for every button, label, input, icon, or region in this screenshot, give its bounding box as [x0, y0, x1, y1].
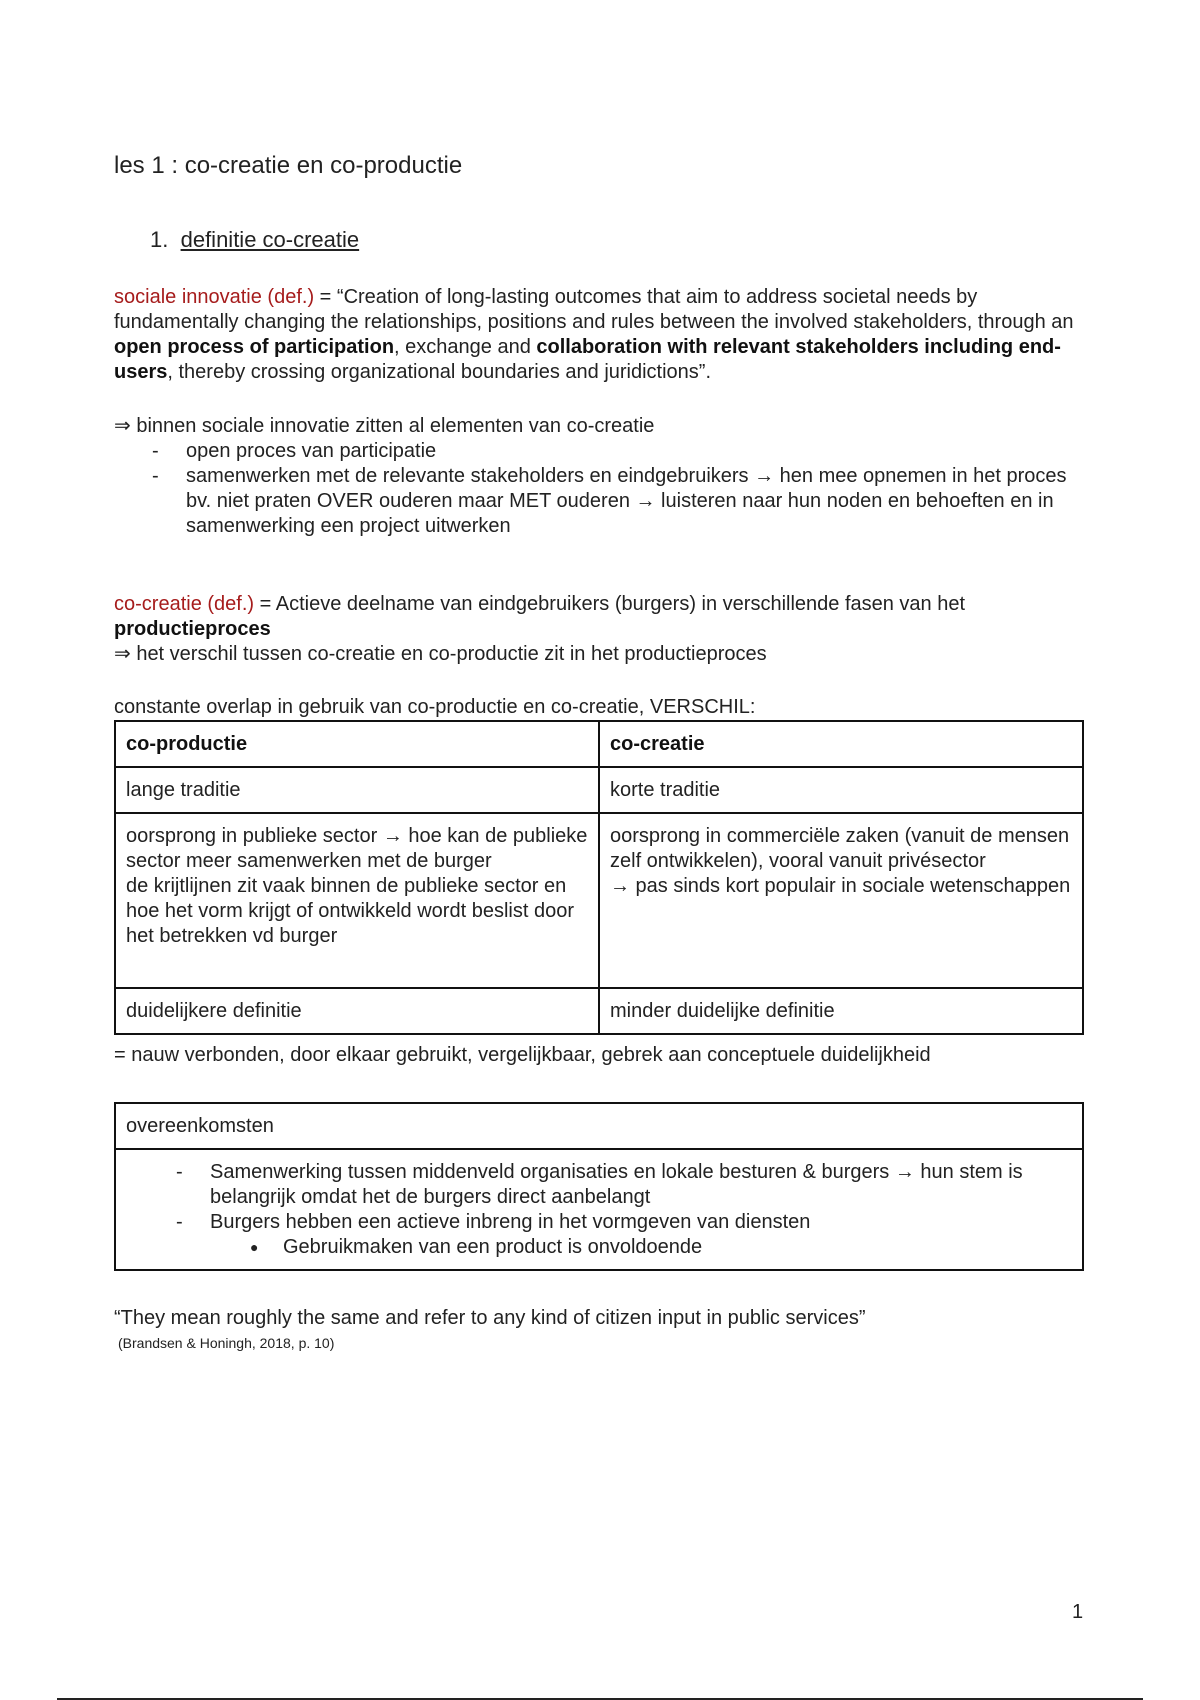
- table-row: [115, 1149, 1083, 1270]
- item-text: samenwerken met de relevante stakeholders en eindgebruikers → hen mee opnemen in het proces: [186, 465, 1067, 487]
- comparison-table: [114, 720, 1084, 1035]
- header-cell: [599, 721, 1083, 767]
- cell: korte traditie: [599, 767, 1083, 813]
- dash-list: [114, 439, 1094, 539]
- header-cell: overeenkomsten: [115, 1103, 1083, 1149]
- co-creatie-definition: [114, 592, 1094, 667]
- bullet-icon: ●: [250, 1239, 259, 1255]
- binnen-section: [114, 414, 1094, 539]
- compare-summary: = nauw verbonden, door elkaar gebruikt, vergelijkbaar, gebrek aan conceptuele duidelijkheid: [114, 1044, 931, 1066]
- section-heading: [150, 226, 359, 254]
- heading-text: definitie co-creatie: [180, 227, 360, 252]
- list-item: [138, 1210, 1072, 1235]
- item-text: Burgers hebben een actieve inbreng in het vormgeven van diensten: [210, 1211, 811, 1233]
- page-number: 1: [1072, 1601, 1084, 1623]
- text: , exchange and: [394, 336, 537, 358]
- bold-text: open process of participation: [114, 336, 395, 358]
- dash-marker: -: [176, 1211, 183, 1233]
- term: co-creatie (def.): [114, 593, 255, 615]
- list-item: [114, 439, 1094, 464]
- dash-marker: -: [152, 440, 159, 462]
- table-header-row: [115, 1103, 1083, 1149]
- header-text: co-creatie: [610, 733, 705, 755]
- citation: (Brandsen & Honingh, 2018, p. 10): [118, 1335, 335, 1351]
- sub-list-item: [138, 1235, 1072, 1260]
- header-text: co-productie: [126, 733, 248, 755]
- text: = Actieve deelname van eindgebruikers (burgers) in verschillende fasen van het: [254, 593, 966, 615]
- text: , thereby crossing organizational boundaries and juridictions”.: [167, 361, 712, 383]
- cell: duidelijkere definitie: [115, 988, 599, 1034]
- cell: oorsprong in commerciële zaken (vanuit de mensen zelf ontwikkelen), vooral vanuit privésector → pas sinds kort populair in sociale wetenschappen: [599, 813, 1083, 988]
- item-text: Samenwerking tussen middenveld organisaties en lokale besturen & burgers → hun stem is belangrijk omdat het de burgers direct aanbelangt: [210, 1161, 1023, 1208]
- term: sociale innovatie (def.): [114, 286, 315, 308]
- table-row: [115, 988, 1083, 1034]
- cell: oorsprong in publieke sector → hoe kan de publieke sector meer samenwerken met de burger de krijtlijnen zit vaak binnen de publieke sector en hoe het vorm krijgt of ontwikkeld wordt beslist door het betrekken vd burger: [115, 813, 599, 988]
- note: ⇒ het verschil tussen co-creatie en co-productie zit in het productieproces: [114, 643, 767, 665]
- cell: lange traditie: [115, 767, 599, 813]
- compare-intro: constante overlap in gebruik van co-productie en co-creatie, VERSCHIL:: [114, 696, 756, 718]
- lead-text: ⇒ binnen sociale innovatie zitten al elementen van co-creatie: [114, 415, 655, 437]
- item-text: open proces van participatie: [186, 440, 437, 462]
- cell: [115, 1149, 1083, 1270]
- cell: minder duidelijke definitie: [599, 988, 1083, 1034]
- bold-text: collaboration with relevant stakeholders including end-users: [114, 336, 1061, 383]
- sociale-innovatie-definition: [114, 285, 1094, 385]
- list-item: [114, 464, 1094, 539]
- dash-marker: -: [152, 465, 159, 487]
- table-row: [115, 813, 1083, 988]
- document-title: les 1 : co-creatie en co-productie: [114, 152, 463, 179]
- text: = “Creation of long-lasting outcomes that aim to address societal needs by fundamentally changing the relationships, positions and rules between the involved stakeholders, through an: [114, 286, 1074, 333]
- table-row: [115, 767, 1083, 813]
- dash-list: [138, 1160, 1072, 1260]
- heading-number: 1.: [150, 227, 169, 252]
- example-text: bv. niet praten OVER ouderen maar MET ouderen → luisteren naar hun noden en behoeften en in samenwerking een project uitwerken: [186, 490, 1054, 537]
- bold-text: productieproces: [114, 618, 271, 640]
- overeenkomsten-table: [114, 1102, 1084, 1271]
- table-header-row: [115, 721, 1083, 767]
- dash-marker: -: [176, 1161, 183, 1183]
- item-text: Gebruikmaken van een product is onvoldoende: [283, 1236, 703, 1258]
- header-cell: [115, 721, 599, 767]
- quote: “They mean roughly the same and refer to any kind of citizen input in public services”: [114, 1307, 866, 1329]
- list-item: [138, 1160, 1072, 1210]
